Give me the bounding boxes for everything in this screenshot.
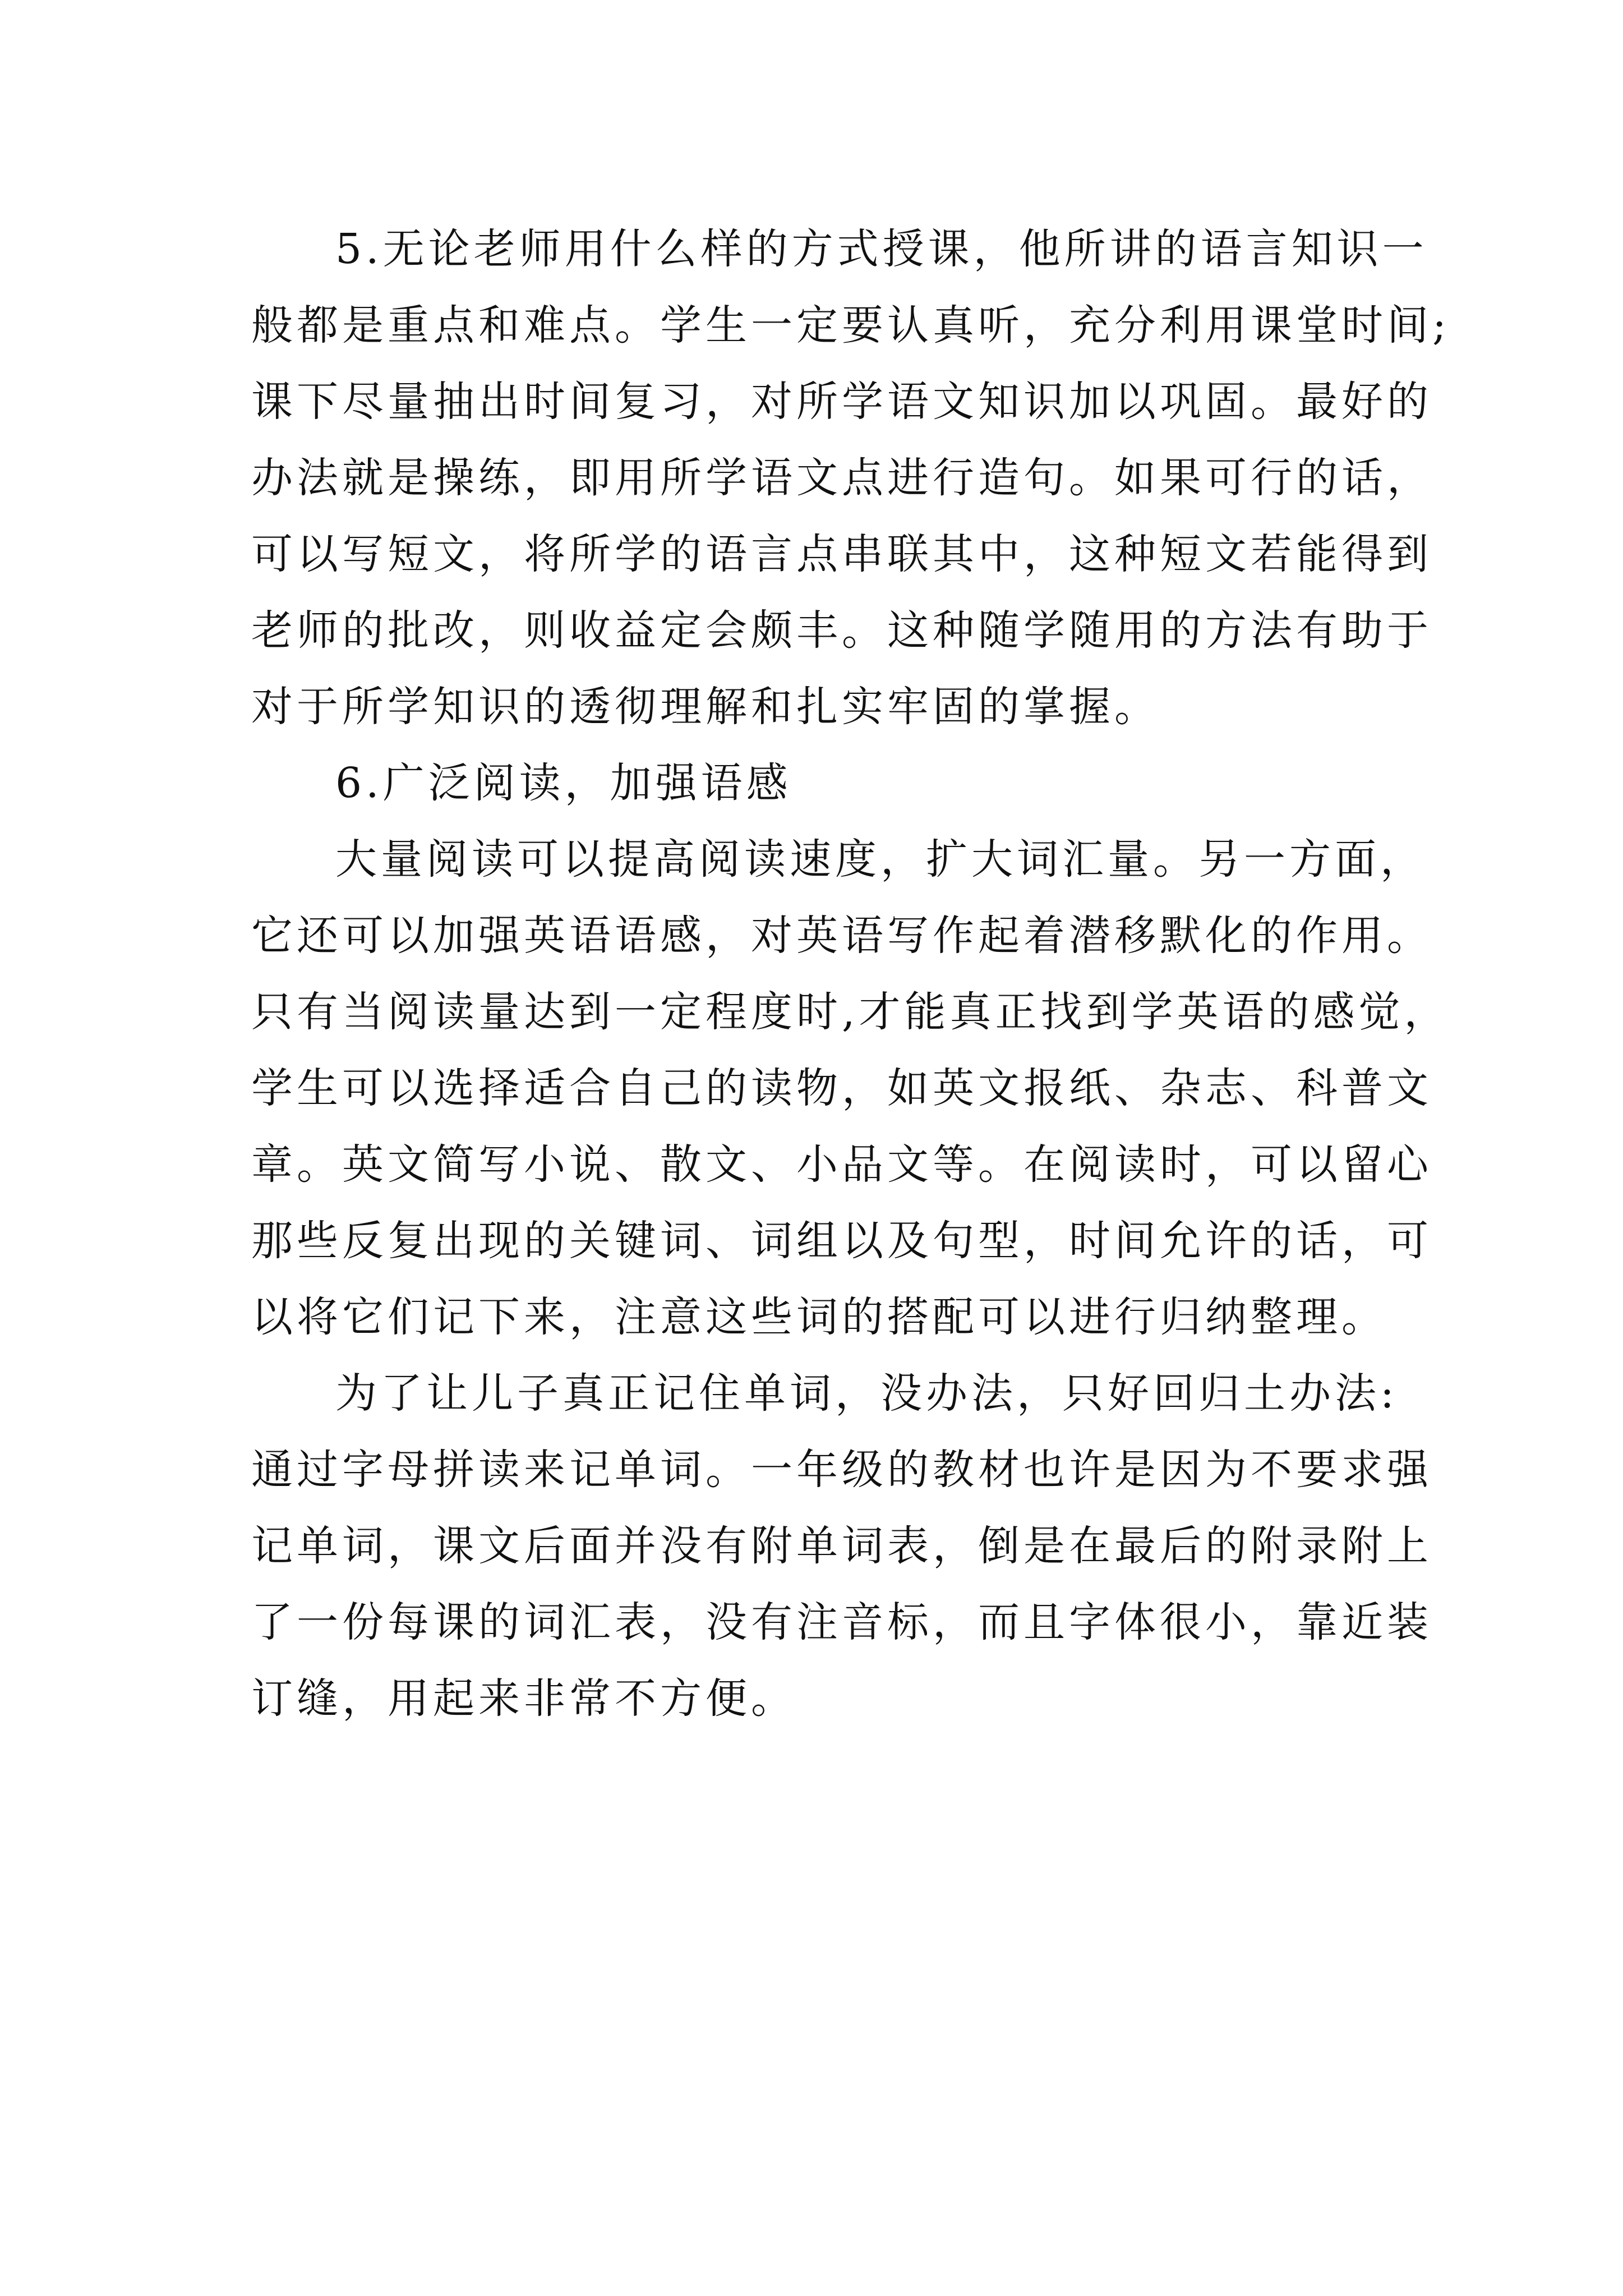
paragraph-5-line: 般都是重点和难点。学生一定要认真听，充分利用课堂时间;	[251, 301, 1450, 349]
paragraph-5-line: 老师的批改，则收益定会颇丰。这种随学随用的方法有助于	[251, 606, 1432, 655]
body-text	[251, 211, 1450, 1737]
paragraph-5-line: 办法就是操练，即用所学语文点进行造句。如果可行的话，	[251, 454, 1432, 502]
paragraph-reading-line: 那些反复出现的关键词、词组以及句型，时间允许的话，可	[251, 1217, 1432, 1265]
paragraph-words-line: 记单词，课文后面并没有附单词表，倒是在最后的附录附上	[251, 1522, 1432, 1570]
paragraph-5-line: 对于所学知识的透彻理解和扎实牢固的掌握。	[251, 683, 1160, 731]
paragraph-words-line: 订缝，用起来非常不方便。	[251, 1674, 796, 1723]
paragraph-reading-line: 它还可以加强英语语感，对英语写作起着潜移默化的作用。	[251, 912, 1432, 960]
paragraph-reading-line: 学生可以选择适合自己的读物，如英文报纸、杂志、科普文	[251, 1064, 1432, 1112]
paragraph-words-line: 通过字母拼读来记单词。一年级的教材也许是因为不要求强	[251, 1446, 1432, 1494]
paragraph-reading-line: 大量阅读可以提高阅读速度，扩大词汇量。另一方面，	[335, 835, 1426, 884]
paragraph-5-line: 5.无论老师用什么样的方式授课，他所讲的语言知识一	[335, 225, 1428, 273]
section-heading-6: 6.广泛阅读，加强语感	[335, 759, 792, 807]
paragraph-5-line: 课下尽量抽出时间复习，对所学语文知识加以巩固。最好的	[251, 378, 1432, 426]
paragraph-reading-line: 章。英文简写小说、散文、小品文等。在阅读时，可以留心	[251, 1140, 1432, 1189]
paragraph-reading-line: 只有当阅读量达到一定程度时,才能真正找到学英语的感觉，	[251, 988, 1450, 1036]
paragraph-reading-line: 以将它们记下来，注意这些词的搭配可以进行归纳整理。	[251, 1293, 1387, 1341]
paragraph-5-line: 可以写短文，将所学的语言点串联其中，这种短文若能得到	[251, 530, 1432, 578]
paragraph-words-line: 为了让儿子真正记住单词，没办法，只好回归土办法:	[335, 1369, 1398, 1418]
paragraph-words-line: 了一份每课的词汇表，没有注音标，而且字体很小，靠近装	[251, 1598, 1432, 1646]
